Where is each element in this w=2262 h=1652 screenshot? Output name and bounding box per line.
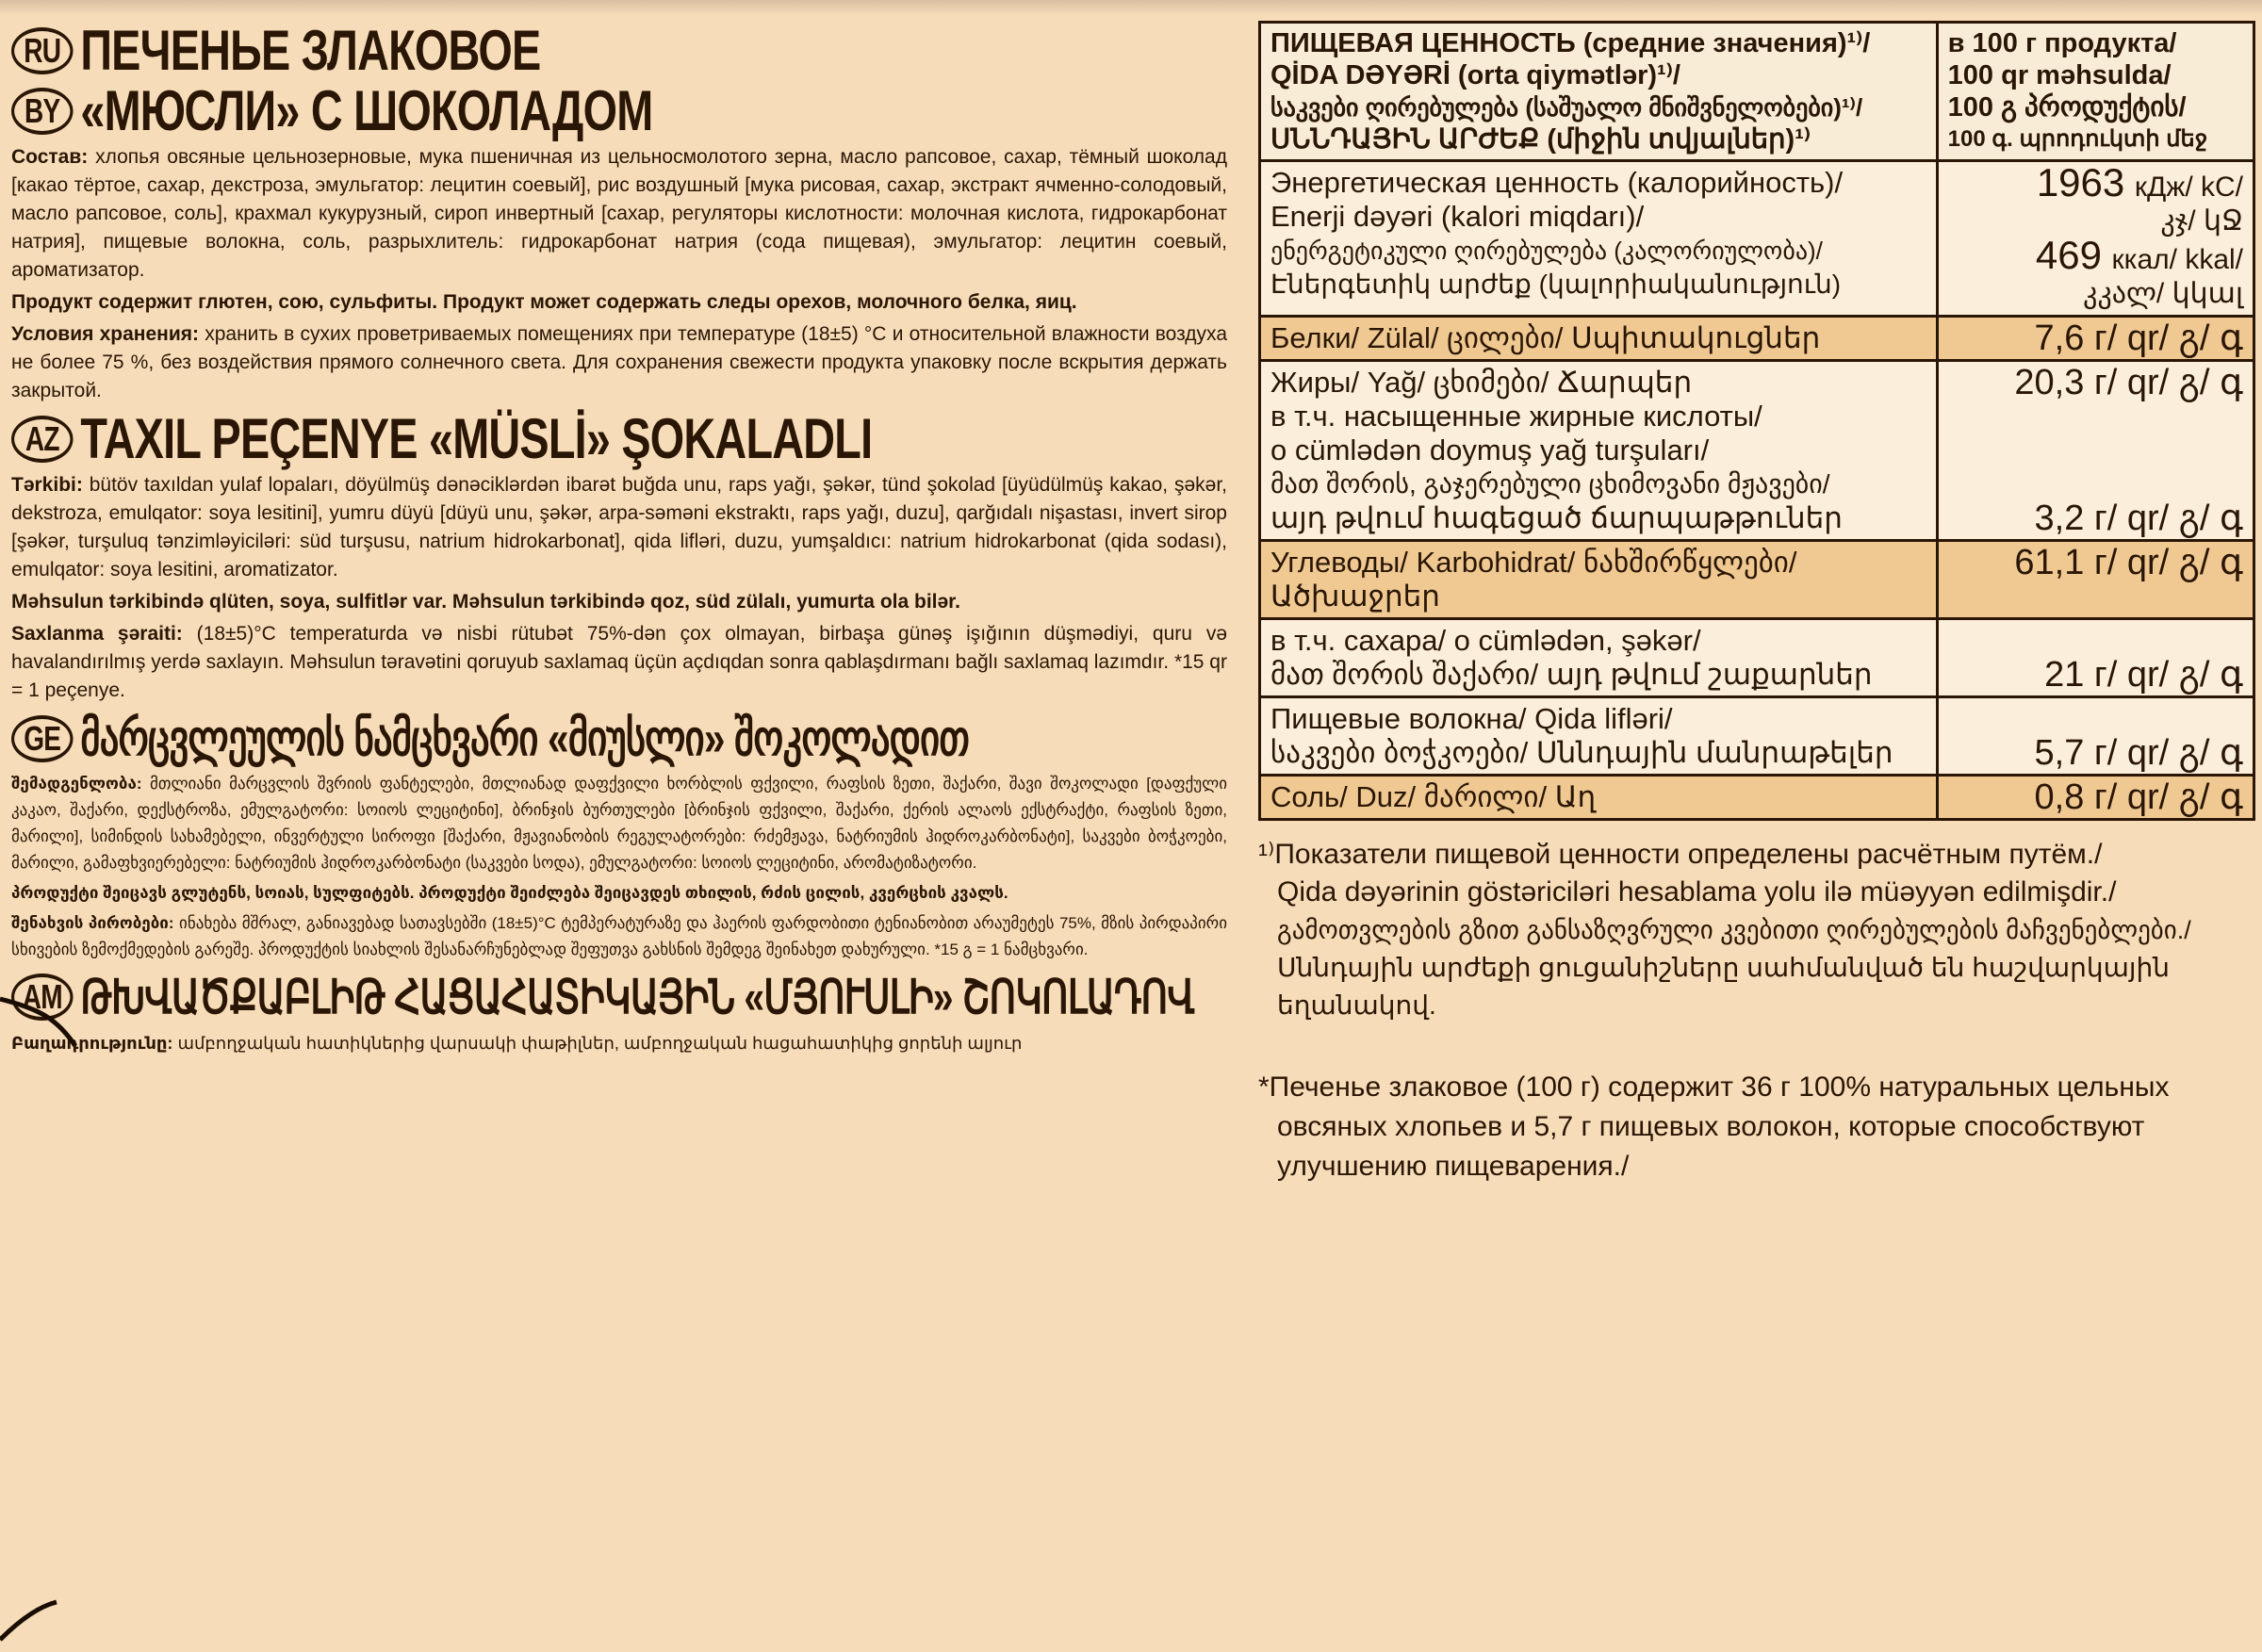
az-composition-text: bütöv taxıldan yulaf lopaları, döyülmüş dənəciklərdən ibarət buğda unu, raps yağı, şəkər, tünd şokolad [üyüdülmüş kakao, şəkər, dekstroza, emulqator: soya lesitini], yumru düyü [düyü unu, şəkər, arpa-səməni ekstraktı, raps yağı, duzu], qarğıdalı nişastası, invert sirop [şəkər, turşuluq tənzimləyiciləri: süd turşusu, natrium hidrokarbonat], qida lifləri, duzu, yumşaldıcı: natrium hidrokarbonat (qida sodası), emulqator: soya lesitini, aromatizator.: [11, 474, 1227, 581]
ge-title: მარცვლეულის ნამცხვარი «მიუსლი» შოკოლადით: [80, 712, 970, 766]
energy-value: [1937, 161, 2254, 317]
sat-number: 3,2: [2034, 499, 2085, 538]
fiber-name: [1260, 697, 1938, 776]
az-storage-text: (18±5)°C temperaturda və nisbi rütubət 75%-dən çox olmayan, birbaşa günəş işığının düşmədiyi, quru və havalandırılmış yerdə saxlayın. Məhsulun təravətini qoruyub saxlamaq üçün açdıqdan sonra qablaşdırmanı bağlı saxlamaq lazımdır.: [11, 623, 1227, 673]
fiber-unit: г/ qr/ გ/ գ: [2093, 733, 2243, 773]
ge-title-line: [11, 709, 970, 769]
ge-piece-note: *15 გ = 1 ნამცხვარი.: [934, 940, 1089, 958]
header-line-az: QİDA DƏYƏRİ (orta qiymətlər)¹⁾/: [1270, 60, 1680, 90]
package-edge: [0, 0, 2262, 15]
ru-composition-text: хлопья овсяные цельнозерновые, мука пшеничная из цельносмолотого зерна, масло рапсовое, сахар, тёмный шоколад [какао тёртое, сахар, декстроза, эмульгатор: лецитин соевый], рис воздушный [мука рисовая, сахар, экстракт ячменно-солодовый, масло рапсовое, соль], крахмал кукурузный, сироп инвертный [сахар, регуляторы кислотности: молочная кислота, гидрокарбонат натрия], пищевые волокна, соль, разрыхлитель: гидрокарбонат натрия (сода пищевая), эмульгатор: лецитин соевый, ароматизатор.: [11, 146, 1227, 281]
fiber-name-2: საკვები ბოჭკოები/ Սննդային մանրաթելեր: [1270, 736, 1893, 769]
fiber-name-1: Пищевые волокна/ Qida lifləri/: [1270, 702, 1673, 735]
carb-number: 61,1: [2014, 543, 2085, 582]
carb-unit: г/ qr/ გ/ գ: [2093, 543, 2243, 582]
energy-kj-unit: кДж/ kC/: [2134, 172, 2243, 203]
ge-badge: GE: [11, 715, 74, 762]
energy-kj-unit-2: კჯ/ կՋ: [2160, 205, 2243, 237]
protein-value: [1937, 317, 2254, 361]
energy-row: [1260, 161, 2254, 317]
sat-name-az: o cümlədən doymuş yağ turşuları/: [1270, 433, 1710, 466]
ru-composition-label: Состав:: [11, 146, 89, 168]
nutrition-header-name: [1260, 23, 1938, 161]
nutrition-header-per100: [1937, 23, 2254, 161]
energy-kcal-unit: ккал/ kkal/: [2111, 244, 2243, 275]
sugar-unit: г/ qr/ გ/ գ: [2093, 655, 2243, 695]
per100-line-ge: 100 გ პროდუქტის/: [1947, 92, 2187, 123]
energy-name: [1260, 161, 1938, 317]
ru-storage: [11, 320, 1227, 405]
energy-name-ru: Энергетическая ценность (калорийность)/: [1270, 166, 1844, 199]
footnote-az: Qida dəyərinin göstəriciləri hesablama yolu ilə müəyyən edilmişdir./: [1277, 876, 2117, 908]
ge-composition: [11, 771, 1227, 876]
oat-claim-note: [1258, 1068, 2257, 1186]
package-fold-curve: [0, 942, 132, 1652]
ru-storage-label: Условия хранения:: [11, 323, 199, 345]
ge-composition-label: შემადგენლობა:: [11, 775, 142, 793]
footnote-am: Սննդային արժեքի ցուցանիշները սահմանված են հաշվարկային եղանակով.: [1277, 953, 2170, 1020]
calculation-footnote: [1258, 836, 2257, 1024]
sugar-value: [1937, 619, 2254, 697]
energy-kcal-unit-2: კკალ/ կկալ: [2083, 278, 2243, 309]
protein-name: Белки/ Zülal/ ცილები/ Սպիտակուցներ: [1260, 317, 1938, 361]
az-piece-note: *15 qr = 1 peçenye.: [11, 651, 1227, 701]
header-line-am: ՍՆՆԴԱՅԻՆ ԱՐԺԵՔ (միջին տվյալներ)¹⁾: [1270, 124, 1811, 155]
fiber-row: [1260, 697, 2254, 776]
az-title: TAXIL PEÇENYE «MÜSLİ» ŞOKALADLI: [80, 407, 873, 470]
fat-name-main: Жиры/ Yağ/ ცხიმები/ Ճարպեր: [1270, 366, 1693, 399]
ge-storage: [11, 910, 1227, 963]
per100-line-az: 100 qr məhsulda/: [1947, 60, 2172, 90]
ru-storage-text: хранить в сухих проветриваемых помещениях при температуре (18±5) °С и относительной влажности воздуха не более 75 %, без воздействия прямого солнечного света. Для сохранения свежести продукта упаковку после вскрытия держать закрытой.: [11, 323, 1227, 401]
salt-row: [1260, 776, 2254, 820]
fat-name: [1260, 361, 1938, 541]
energy-kj: 1963: [2036, 160, 2125, 204]
nutrition-column: [1258, 21, 2257, 1186]
salt-number: 0,8: [2034, 777, 2085, 817]
az-badge: AZ: [11, 416, 74, 463]
az-allergens: Məhsulun tərkibində qlüten, soya, sulfitlər var. Məhsulun tərkibində qoz, süd zülalı, yumurta ola bilər.: [11, 591, 961, 613]
protein-number: 7,6: [2034, 319, 2085, 358]
protein-row: [1260, 317, 2254, 361]
star-note-3: улучшению пищеварения./: [1277, 1151, 1630, 1182]
am-title: ԹԽՎԱԾՔԱԲԼԻԹ ՀԱՑԱՀԱՏԻԿԱՅԻՆ «ՄՅՈՒՍԼԻ» ՇՈԿՈԼԱԴՈՎ: [80, 971, 1194, 1023]
ru-title-line-1: [11, 21, 967, 81]
fat-value: [1937, 361, 2254, 541]
sugar-number: 21: [2044, 655, 2085, 695]
carb-name: Углеводы/ Karbohidrat/ ნახშირწყლები/ Ածխաջրեր: [1260, 541, 1938, 619]
per100-line-am: 100 գ. պրոդուկտի մեջ: [1947, 126, 2208, 152]
ge-allergens: პროდუქტი შეიცავს გლუტენს, სოიას, სულფიტებს. პროდუქტი შეიძლება შეიცავდეს თხილის, რძის ცილის, კვერცხის კვალს.: [11, 884, 1008, 902]
am-badge: AM: [11, 973, 74, 1021]
energy-name-az: Enerji dəyəri (kalori miqdarı)/: [1270, 200, 1645, 233]
salt-name: Соль/ Duz/ მარილი/ Աղ: [1260, 776, 1938, 820]
fat-row: [1260, 361, 2254, 541]
header-line-ru: ПИЩЕВАЯ ЦЕННОСТЬ (средние значения)¹⁾/: [1270, 28, 1871, 58]
sat-name-am: այդ թվում հագեցած ճարպաթթուներ: [1270, 501, 1843, 534]
sugar-name: [1260, 619, 1938, 697]
header-line-ge: საკვები ღირებულება (საშუალო მნიშვნელობები)¹⁾/: [1270, 93, 1863, 122]
salt-unit: г/ qr/ გ/ գ: [2093, 777, 2243, 817]
footnote-ge: გამოთვლების გზით განსაზღვრული კვებითი ღირებულების მაჩვენებლები./: [1277, 916, 2191, 944]
az-title-line: [11, 409, 967, 469]
nutrition-table: [1258, 21, 2255, 821]
star-note-2: овсяных хлопьев и 5,7 г пищевых волокон, которые способствуют: [1277, 1111, 2145, 1142]
az-storage: [11, 620, 1227, 705]
per100-line-ru: в 100 г продукта/: [1947, 28, 2177, 58]
sugar-name-1: в т.ч. сахара/ o cümlədən, şəkər/: [1270, 624, 1701, 657]
carb-row: [1260, 541, 2254, 619]
fat-unit: г/ qr/ გ/ գ: [2093, 363, 2243, 402]
ru-allergens: Продукт содержит глютен, сою, сульфиты. Продукт может содержать следы орехов, молочного белка, яиц.: [11, 291, 1077, 313]
az-composition-label: Tərkibi:: [11, 474, 83, 496]
star-note-1: *Печенье злаковое (100 г) содержит 36 г 100% натуральных цельных: [1258, 1071, 2170, 1103]
nutrition-header-row: [1260, 23, 2254, 161]
sat-name-ru: в т.ч. насыщенные жирные кислоты/: [1270, 400, 1762, 433]
az-storage-label: Saxlanma şəraiti:: [11, 623, 183, 645]
am-composition-text: ամբողջական հատիկներից վարսակի փաթիլներ, ամբողջական հացահատիկից ցորենի ալյուր: [177, 1034, 1023, 1053]
ru-title-1: ПЕЧЕНЬЕ ЗЛАКОВОЕ: [80, 21, 541, 82]
ge-storage-label: შენახვის პირობები:: [11, 914, 174, 932]
az-composition: [11, 471, 1227, 584]
energy-kcal: 469: [2035, 233, 2102, 277]
sat-unit: г/ qr/ გ/ գ: [2093, 499, 2243, 538]
ru-title-2: «МЮСЛИ» С ШОКОЛАДОМ: [80, 79, 653, 142]
protein-unit: г/ qr/ გ/ գ: [2093, 319, 2243, 358]
salt-value: [1937, 776, 2254, 820]
ru-badge: RU: [11, 27, 74, 74]
sat-name-ge: მათ შორის, გაჯერებული ცხიმოვანი მჟავები/: [1270, 469, 1830, 499]
ge-composition-text: მთლიანი მარცვლის შვრიის ფანტელები, მთლიანად დაფქვილი ხორბლის ფქვილი, რაფსის ზეთი, შაქარი, შავი შოკოლადი [დაფქული კაკაო, შაქარი, დექსტროზა, ემულგატორი: სოიოს ლეციტინი], ბრინჯის ბურთულები [ბრინჯის ფქვილი, შაქარი, ქერის ალაოს ექსტრაქტი, რაფსის ზეთი, მარილი], სიმინდის სახამებელი, ინვერტული სიროფი [შაქარი, მჟავიანობის რეგულატორები: რძემჟავა, ნატრიუმის ჰიდროკარბონატი], საკვები ბოჭკოები, მარილი, გამაფხვიერებელი: ნატრიუმის ჰიდროკარბონატი (საკვები სოდა), ემულგატორი: სოიოს ლეციტინი, არომატიზატორი.: [11, 775, 1227, 872]
by-badge: BY: [11, 88, 74, 135]
fat-number: 20,3: [2014, 363, 2085, 402]
sugar-row: [1260, 619, 2254, 697]
am-title-line: [11, 967, 1194, 1027]
am-composition-label: Բաղադրությունը:: [11, 1034, 173, 1053]
ru-title-line-2: [11, 81, 967, 141]
fiber-number: 5,7: [2034, 733, 2085, 773]
ge-storage-text: ინახება მშრალ, განიავებად სათავსებში (18±5)°C ტემპერატურაზე და ჰაერის ფარდობითი ტენიანობით არაუმეტეს 75%, მზის პირდაპირი სხივების ზემოქმედების გარეშე. პროდუქტის სიახლის შესანარჩუნებლად შეფუთვა გახსნის შემდეგ შეინახეთ დახურული.: [11, 914, 1227, 958]
energy-name-am: Էներգետիկ արժեք (կալորիականություն): [1270, 270, 1842, 299]
ru-composition: [11, 143, 1227, 285]
am-composition: [11, 1029, 1227, 1057]
carb-value: [1937, 541, 2254, 619]
energy-name-ge: ენერგეტიკული ღირებულება (კალორიულობა)/: [1270, 237, 1823, 265]
sugar-name-2: მათ შორის შაქარი/ այդ թվում շաքարներ: [1270, 658, 1873, 691]
fiber-value: [1937, 697, 2254, 776]
footnote-ru: ¹⁾Показатели пищевой ценности определены расчётным путём./: [1258, 839, 2103, 870]
ingredients-column: [11, 21, 1237, 1652]
